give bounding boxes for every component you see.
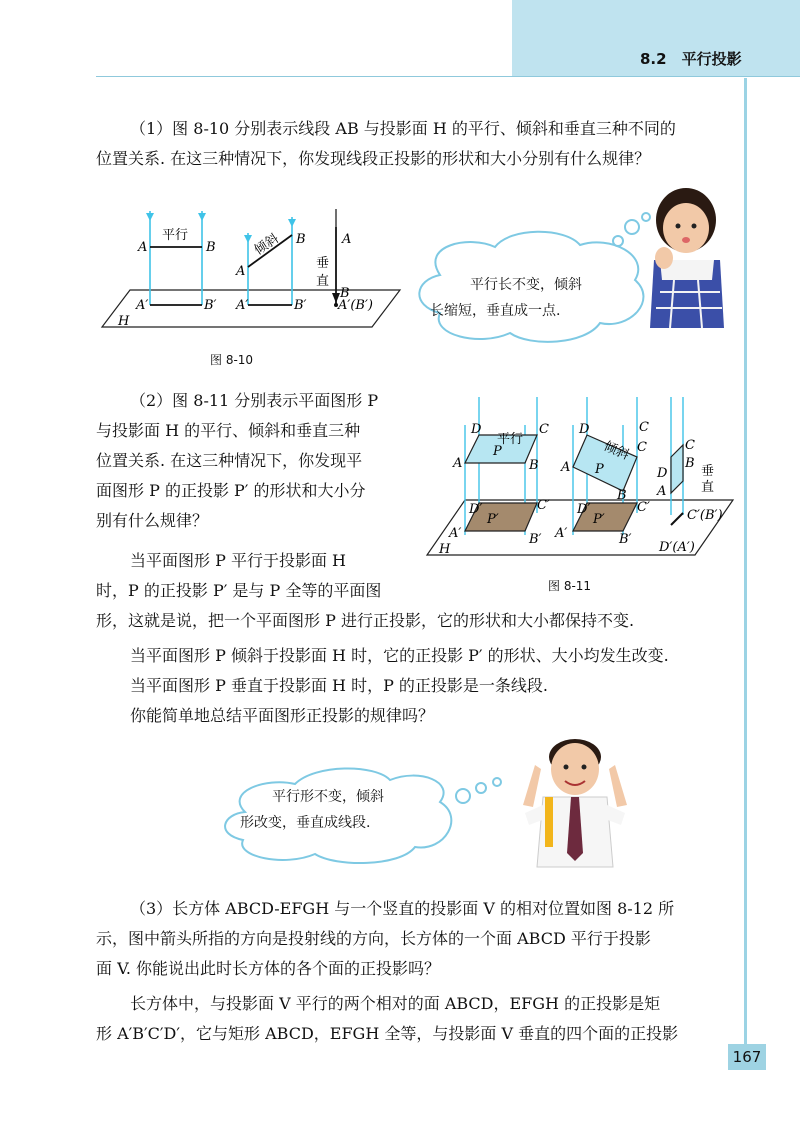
- q1-line2: 位置关系. 在这三种情况下，你发现线段正投影的形状和大小分别有什么规律？: [96, 149, 651, 168]
- svg-text:B: B: [340, 286, 350, 301]
- label-oblique: 倾斜: [251, 231, 282, 259]
- svg-text:倾斜: 倾斜: [601, 438, 632, 464]
- svg-text:A′: A′: [236, 298, 249, 313]
- boy-bubble-line2: 形改变，垂直成线段.: [240, 815, 371, 831]
- svg-text:B′: B′: [204, 298, 217, 313]
- q2-line5: 别有什么规律？: [96, 511, 209, 530]
- q2-line3: 位置关系. 在这三种情况下，你发现平: [96, 451, 363, 470]
- figure-8-11-caption: 图 8-11: [548, 579, 592, 593]
- svg-text:直: 直: [701, 480, 715, 495]
- svg-text:A: A: [453, 456, 463, 471]
- q2-line1: （2）图 8-11 分别表示平面图形 P: [130, 391, 379, 410]
- q2-line4: 面图形 P 的正投影 P′ 的形状和大小分: [96, 481, 366, 500]
- figure-8-11: [425, 395, 745, 565]
- svg-text:P: P: [595, 462, 604, 477]
- svg-text:D: D: [657, 466, 668, 481]
- a2-text: 当平面图形 P 倾斜于投影面 H 时，它的正投影 P′ 的形状、大小均发生改变.: [130, 646, 669, 665]
- svg-text:A′: A′: [555, 526, 568, 541]
- svg-text:C: C: [637, 440, 647, 455]
- svg-text:C′: C′: [637, 500, 650, 515]
- a1-line3: 形，这就是说，把一个平面图形 P 进行正投影，它的形状和大小都保持不变.: [96, 611, 635, 630]
- a5-line1: 长方体中，与投影面 V 平行的两个相对的面 ABCD，EFGH 的正投影是矩: [130, 994, 661, 1013]
- svg-text:D: D: [579, 422, 590, 437]
- label-parallel: 平行: [162, 228, 189, 243]
- svg-text:平行: 平行: [497, 432, 524, 447]
- boy-bubble-line1: 平行形不变，倾斜: [272, 789, 384, 805]
- svg-text:A′(B′): A′(B′): [338, 298, 373, 313]
- q3-line2: 示，图中箭头所指的方向是投射线的方向，长方体的一个面 ABCD 平行于投影: [96, 929, 651, 948]
- svg-text:D′: D′: [469, 502, 483, 517]
- figure-8-10: [100, 205, 410, 335]
- a1-line2: 时，P 的正投影 P′ 是与 P 全等的平面图: [96, 581, 382, 600]
- svg-text:B: B: [685, 456, 695, 471]
- boy-illustration: [505, 735, 645, 870]
- svg-text:D′(A′): D′(A′): [659, 540, 695, 555]
- svg-text:A: A: [138, 240, 148, 255]
- a4-text: 你能简单地总结平面图形正投影的规律吗？: [130, 706, 435, 725]
- svg-text:H: H: [439, 542, 451, 557]
- svg-text:D: D: [471, 422, 482, 437]
- page-number: 167: [728, 1044, 766, 1070]
- svg-text:A′: A′: [136, 298, 149, 313]
- svg-text:B′: B′: [619, 532, 632, 547]
- svg-text:C′: C′: [537, 498, 550, 513]
- svg-text:B: B: [206, 240, 216, 255]
- svg-text:B′: B′: [294, 298, 307, 313]
- svg-text:C: C: [685, 438, 695, 453]
- svg-text:H: H: [118, 314, 130, 329]
- parallel-case: [150, 211, 202, 305]
- svg-text:P′: P′: [487, 512, 499, 527]
- a3-text: 当平面图形 P 垂直于投影面 H 时，P 的正投影是一条线段.: [130, 676, 549, 695]
- svg-text:B: B: [529, 458, 539, 473]
- a1-line1: 当平面图形 P 平行于投影面 H: [130, 551, 346, 570]
- svg-text:A: A: [342, 232, 352, 247]
- svg-text:B: B: [296, 232, 306, 247]
- q2-line2: 与投影面 H 的平行、倾斜和垂直三种: [96, 421, 361, 440]
- svg-text:A: A: [236, 264, 246, 279]
- svg-text:A′: A′: [449, 526, 462, 541]
- svg-text:B: B: [617, 488, 627, 503]
- svg-text:B′: B′: [529, 532, 542, 547]
- girl-bubble-line1: 平行长不变，倾斜: [470, 277, 582, 293]
- svg-text:垂: 垂: [701, 464, 715, 479]
- q1-line1: （1）图 8-10 分别表示线段 AB 与投影面 H 的平行、倾斜和垂直三种不同的: [130, 119, 676, 138]
- girl-bubble-line2: 长缩短，垂直成一点.: [430, 303, 561, 319]
- svg-text:A: A: [657, 484, 667, 499]
- svg-text:D′: D′: [577, 502, 591, 517]
- section-title: 8.2 平行投影: [640, 50, 742, 68]
- plane-p-vertical: [671, 445, 683, 493]
- oblique-case: [248, 217, 292, 305]
- q3-line1: （3）长方体 ABCD-EFGH 与一个竖直的投影面 V 的相对位置如图 8-12 所: [130, 899, 675, 918]
- a5-line2: 形 A′B′C′D′，它与矩形 ABCD，EFGH 全等，与投影面 V 垂直的四个面的正投影: [96, 1024, 679, 1043]
- svg-text:C′(B′): C′(B′): [687, 508, 723, 523]
- svg-text:P′: P′: [593, 512, 605, 527]
- svg-text:直: 直: [316, 274, 330, 289]
- svg-text:垂: 垂: [316, 256, 330, 271]
- figure-8-10-caption: 图 8-10: [210, 353, 254, 367]
- svg-text:P: P: [493, 444, 502, 459]
- girl-illustration: [640, 180, 740, 330]
- q3-line3: 面 V. 你能说出此时长方体的各个面的正投影吗？: [96, 959, 441, 978]
- svg-text:A: A: [561, 460, 571, 475]
- svg-text:C: C: [539, 422, 549, 437]
- header-rule: [96, 76, 800, 77]
- svg-text:C: C: [639, 420, 649, 435]
